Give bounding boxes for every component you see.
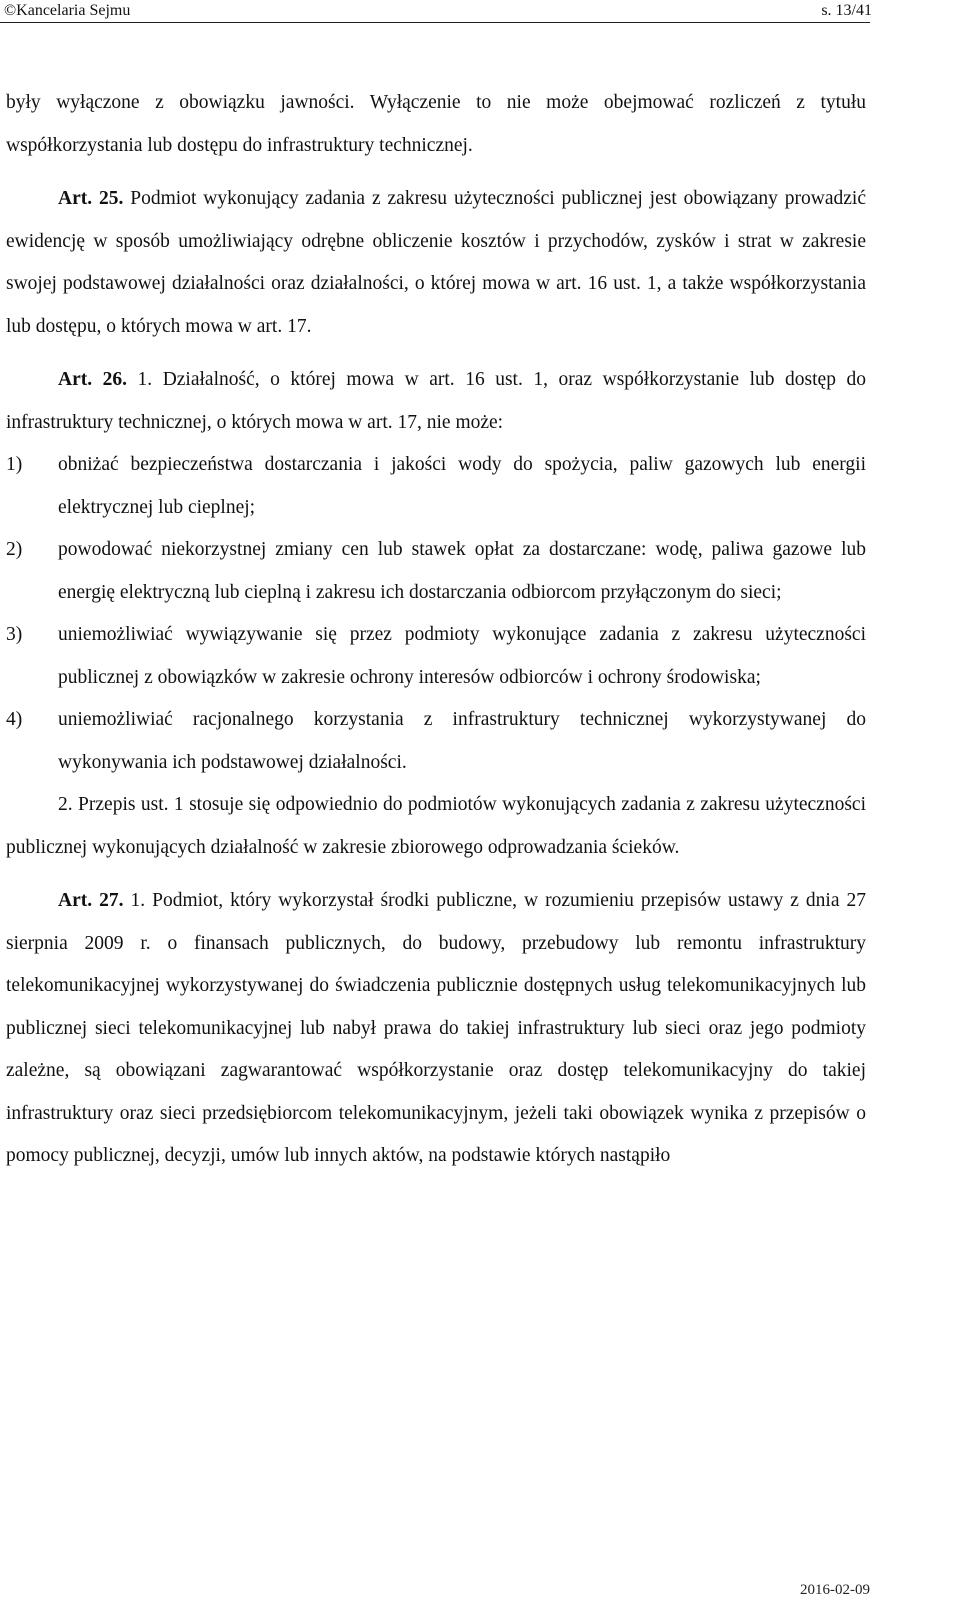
page-number: s. 13/41 <box>821 2 872 19</box>
list-item-number: 2) <box>6 539 23 560</box>
list-item-number: 3) <box>6 624 23 645</box>
article-25-label: Art. 25. <box>58 188 124 209</box>
article-27 <box>6 880 866 1178</box>
article-27-label: Art. 27. <box>58 890 124 911</box>
page-header <box>0 0 960 24</box>
document-body <box>6 82 866 1178</box>
list-item-text: powodować niekorzystnej zmiany cen lub stawek opłat za dostarczane: wodę, paliwa gazowe lub energię elektryczną lub cieplną i zakresu ich dostarczania odbiorcom przyłączonym do sieci; <box>58 539 866 603</box>
list-item <box>6 529 866 614</box>
article-26-intro-text: 1. Działalność, o której mowa w art. 16 ust. 1, oraz współkorzystanie lub dostęp do infrastruktury technicznej, o których mowa w art. 17, nie może: <box>6 369 866 433</box>
list-item <box>6 699 866 784</box>
article-25 <box>6 178 866 348</box>
article-27-text: 1. Podmiot, który wykorzystał środki publiczne, w rozumieniu przepisów ustawy z dnia 27 sierpnia 2009 r. o finansach publicznych, do budowy, przebudowy lub remontu infrastruktury telekomunikacyjnej wykorzystywanej do świadczenia publicznie dostępnych usług telekomunikacyjnych lub publicznej sieci telekomunikacyjnej lub nabył prawa do takiej infrastruktury lub sieci oraz jego podmioty zależne, są obowiązani zagwarantować współkorzystanie oraz dostęp telekomunikacyjny do takiej infrastruktury oraz sieci przedsiębiorcom telekomunikacyjnym, jeżeli taki obowiązek wynika z przepisów o pomocy publicznej, decyzji, umów lub innych aktów, na podstawie których nastąpiło <box>6 890 866 1166</box>
article-25-text: Podmiot wykonujący zadania z zakresu użyteczności publicznej jest obowiązany prowadzić ewidencję w sposób umożliwiający odrębne obliczenie kosztów i przychodów, zysków i strat w zakresie swojej podstawowej działalności oraz działalności, o której mowa w art. 16 ust. 1, a także współkorzystania lub dostępu, o których mowa w art. 17. <box>6 188 866 337</box>
list-item-text: uniemożliwiać racjonalnego korzystania z infrastruktury technicznej wykorzystywanej do wykonywania ich podstawowej działalności. <box>58 709 866 773</box>
article-26-intro <box>6 359 866 444</box>
list-item-number: 1) <box>6 454 23 475</box>
list-item <box>6 444 866 529</box>
list-item-text: uniemożliwiać wywiązywanie się przez podmioty wykonujące zadania z zakresu użyteczności publicznej z obowiązków w zakresie ochrony interesów odbiorców i ochrony środowiska; <box>58 624 866 688</box>
copyright-label: ©Kancelaria Sejmu <box>4 2 131 19</box>
list-item-text: obniżać bezpieczeństwa dostarczania i jakości wody do spożycia, paliw gazowych lub energii elektrycznej lub cieplnej; <box>58 454 866 518</box>
footer-date: 2016-02-09 <box>800 1582 870 1598</box>
list-item <box>6 614 866 699</box>
header-divider <box>0 22 870 23</box>
list-item-number: 4) <box>6 709 23 730</box>
continuation-paragraph: były wyłączone z obowiązku jawności. Wyłączenie to nie może obejmować rozliczeń z tytułu współkorzystania lub dostępu do infrastruktury technicznej. <box>6 92 866 156</box>
article-26-paragraph-2: 2. Przepis ust. 1 stosuje się odpowiednio do podmiotów wykonujących zadania z zakresu użyteczności publicznej wykonujących działalność w zakresie zbiorowego odprowadzania ścieków. <box>6 794 866 858</box>
article-26-label: Art. 26. <box>58 369 128 390</box>
